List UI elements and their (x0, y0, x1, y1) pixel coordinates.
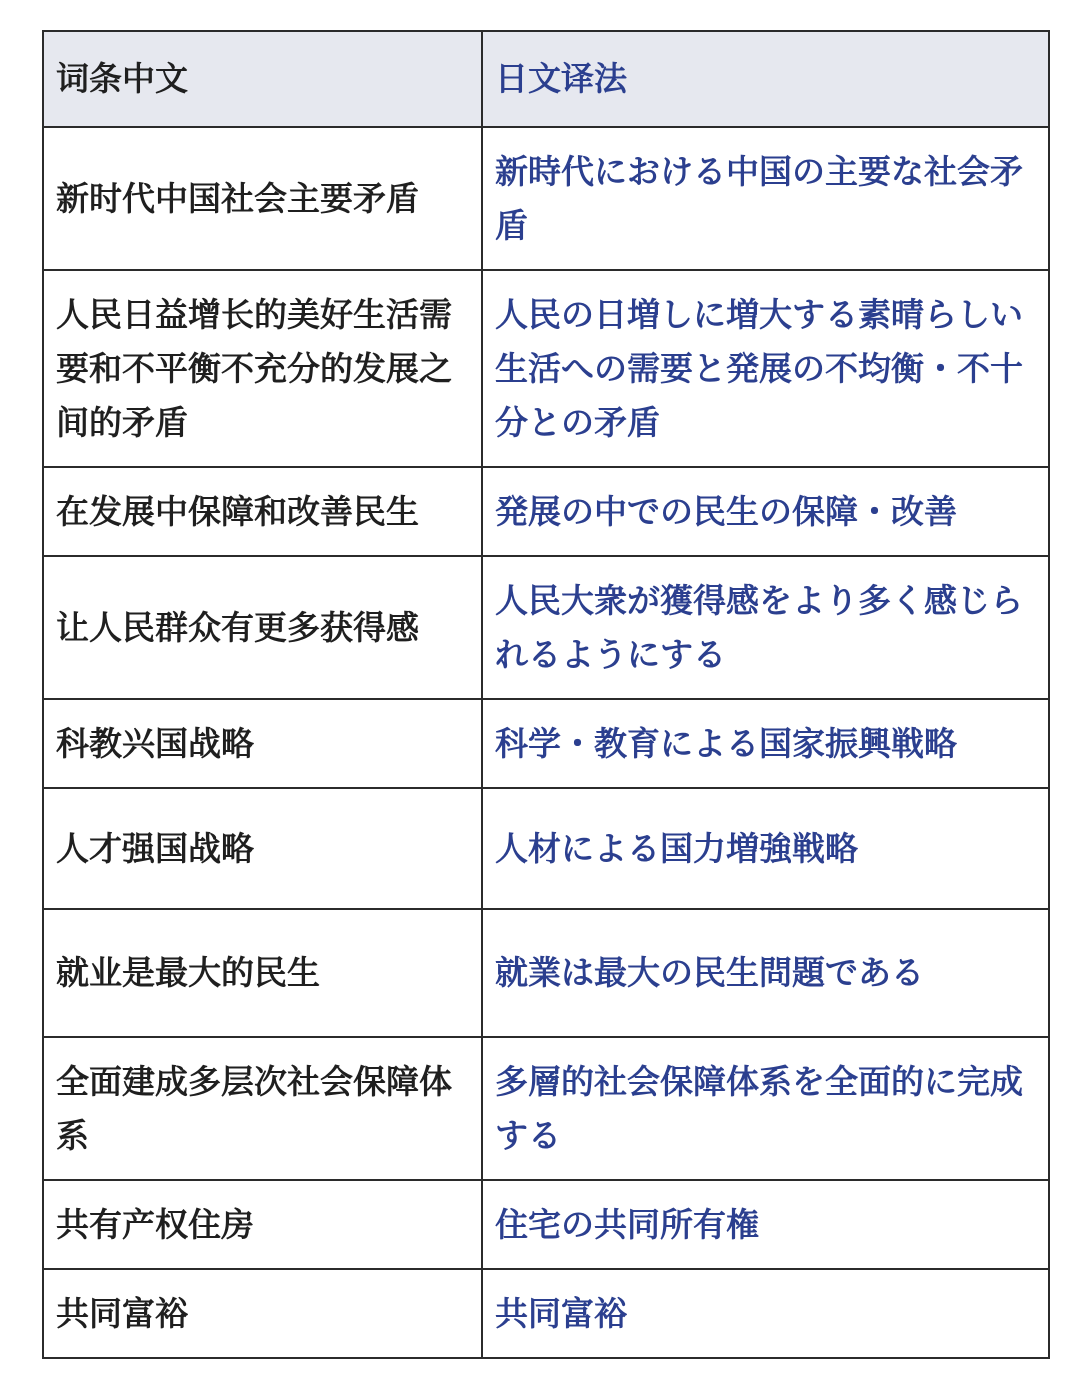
cropped-top-text (0, 0, 1080, 14)
term-japanese: 共同富裕 (482, 1269, 1049, 1358)
table-row (43, 1269, 1049, 1358)
term-chinese: 在发展中保障和改善民生 (43, 467, 482, 556)
term-chinese: 科教兴国战略 (43, 699, 482, 788)
table-row (43, 127, 1049, 270)
column-header-chinese: 词条中文 (43, 31, 482, 127)
term-japanese: 多層的社会保障体系を全面的に完成する (482, 1037, 1049, 1180)
term-chinese: 人才强国战略 (43, 788, 482, 909)
column-header-japanese: 日文译法 (482, 31, 1049, 127)
table-row (43, 270, 1049, 467)
term-japanese: 新時代における中国の主要な社会矛盾 (482, 127, 1049, 270)
table-row (43, 556, 1049, 699)
table-row (43, 788, 1049, 909)
term-japanese: 人民の日増しに増大する素晴らしい生活への需要と発展の不均衡・不十分との矛盾 (482, 270, 1049, 467)
table-row (43, 1180, 1049, 1269)
table-row (43, 699, 1049, 788)
term-chinese: 共有产权住房 (43, 1180, 482, 1269)
term-japanese: 人民大衆が獲得感をより多く感じられるようにする (482, 556, 1049, 699)
term-chinese: 共同富裕 (43, 1269, 482, 1358)
term-japanese: 人材による国力増強戦略 (482, 788, 1049, 909)
table-header-row (43, 31, 1049, 127)
term-japanese: 就業は最大の民生問題である (482, 909, 1049, 1037)
term-japanese: 住宅の共同所有権 (482, 1180, 1049, 1269)
term-japanese: 発展の中での民生の保障・改善 (482, 467, 1049, 556)
term-chinese: 让人民群众有更多获得感 (43, 556, 482, 699)
table-row (43, 467, 1049, 556)
table-row (43, 1037, 1049, 1180)
term-chinese: 人民日益增长的美好生活需要和不平衡不充分的发展之间的矛盾 (43, 270, 482, 467)
glossary-table (42, 30, 1050, 1359)
term-japanese: 科学・教育による国家振興戦略 (482, 699, 1049, 788)
term-chinese: 全面建成多层次社会保障体系 (43, 1037, 482, 1180)
term-chinese: 新时代中国社会主要矛盾 (43, 127, 482, 270)
table-row (43, 909, 1049, 1037)
term-chinese: 就业是最大的民生 (43, 909, 482, 1037)
